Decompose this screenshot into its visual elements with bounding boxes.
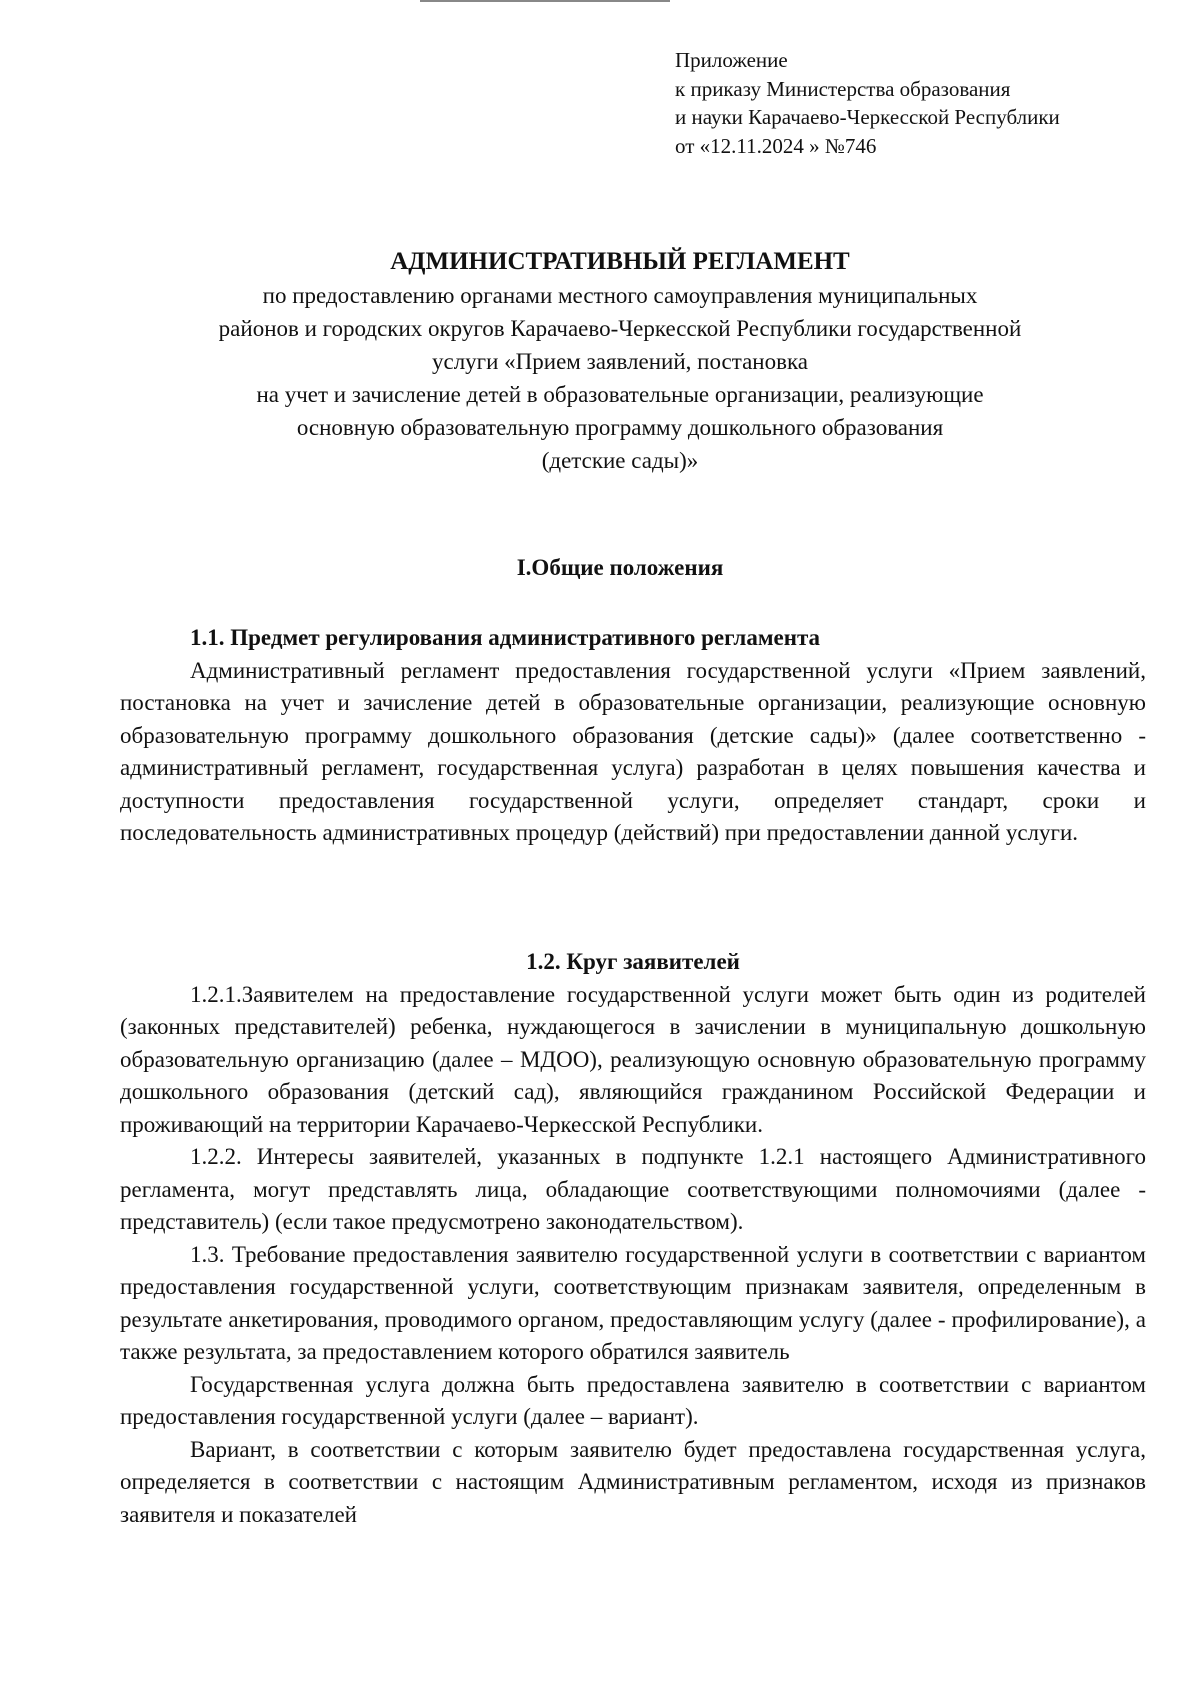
top-edge-line: [420, 0, 670, 2]
subtitle-line: по предоставлению органами местного самоуправления муниципальных: [262, 283, 978, 308]
appendix-line: от «12.11.2024 » №746: [675, 133, 877, 158]
section-body: [120, 622, 1146, 850]
paragraph: Административный регламент предоставления государственной услуги «Прием заявлений, постановка на учет и зачисление детей в образовательные организации, реализующие основную образовательную программу дошкольного образования (детские сады)» (далее соответственно - административный регламент, государственная услуга) разработан в целях повышения качества и доступности предоставления государственной услуги, определяет стандарт, сроки и последовательность административных процедур (действий) при предоставлении данной услуги.: [120, 657, 1146, 845]
paragraph: Вариант, в соответствии с которым заявителю будет предоставлена государственная услуга, определяется в соответствии с настоящим Административным регламентом, исходя из признаков заявителя и показателей: [120, 1436, 1146, 1527]
appendix-line: и науки Карачаево-Черкесской Республики: [675, 105, 1060, 129]
document-title-block: [120, 245, 1120, 477]
paragraph: 1.2.1.Заявителем на предоставление государственной услуги может быть один из родителей (законных представителей) ребенка, нуждающегося в зачислении в муниципальную дошкольную образовательную организацию (далее – МДОО), реализующую основную образовательную программу дошкольного образования (детский сад), являющийся гражданином Российской Федерации и проживающий на территории Карачаево-Черкесской Республики.: [120, 981, 1146, 1137]
document-title: АДМИНИСТРАТИВНЫЙ РЕГЛАМЕНТ: [390, 248, 850, 275]
subsection-heading: 1.1. Предмет регулирования административного регламента: [190, 625, 821, 650]
paragraph: 1.2.2. Интересы заявителей, указанных в подпункте 1.2.1 настоящего Административного регламента, могут представлять лица, обладающие соответствующими полномочиями (далее - представитель) (если такое предусмотрено законодательством).: [120, 1144, 1146, 1234]
subtitle-line: на учет и зачисление детей в образовательные организации, реализующие: [256, 382, 984, 407]
section-body: [120, 946, 1146, 1531]
appendix-line: Приложение: [675, 48, 788, 72]
subtitle-line: районов и городских округов Карачаево-Черкесской Республики государственной: [218, 316, 1022, 341]
paragraph: Государственная услуга должна быть предоставлена заявителю в соответствии с вариантом предоставления государственной услуги (далее – вариант).: [120, 1371, 1146, 1429]
subsection-heading: 1.2. Круг заявителей: [526, 949, 740, 974]
paragraph: 1.3. Требование предоставления заявителю государственной услуги в соответствии с вариантом предоставления государственной услуги, соответствующим признакам заявителя, определенным в результате анкетирования, проводимого органом, предоставляющим услугу (далее - профилирование), а также результата, за предоставлением которого обратился заявитель: [120, 1241, 1146, 1364]
appendix-header: [675, 46, 1135, 160]
appendix-line: к приказу Министерства образования: [675, 76, 1011, 101]
document-subtitle: [120, 279, 1120, 477]
section-heading: I.Общие положения: [516, 555, 724, 580]
subtitle-line: основную образовательную программу дошкольного образования: [296, 415, 944, 440]
subtitle-line: (детские сады)»: [541, 448, 699, 473]
subtitle-line: услуги «Прием заявлений, постановка: [432, 349, 808, 374]
